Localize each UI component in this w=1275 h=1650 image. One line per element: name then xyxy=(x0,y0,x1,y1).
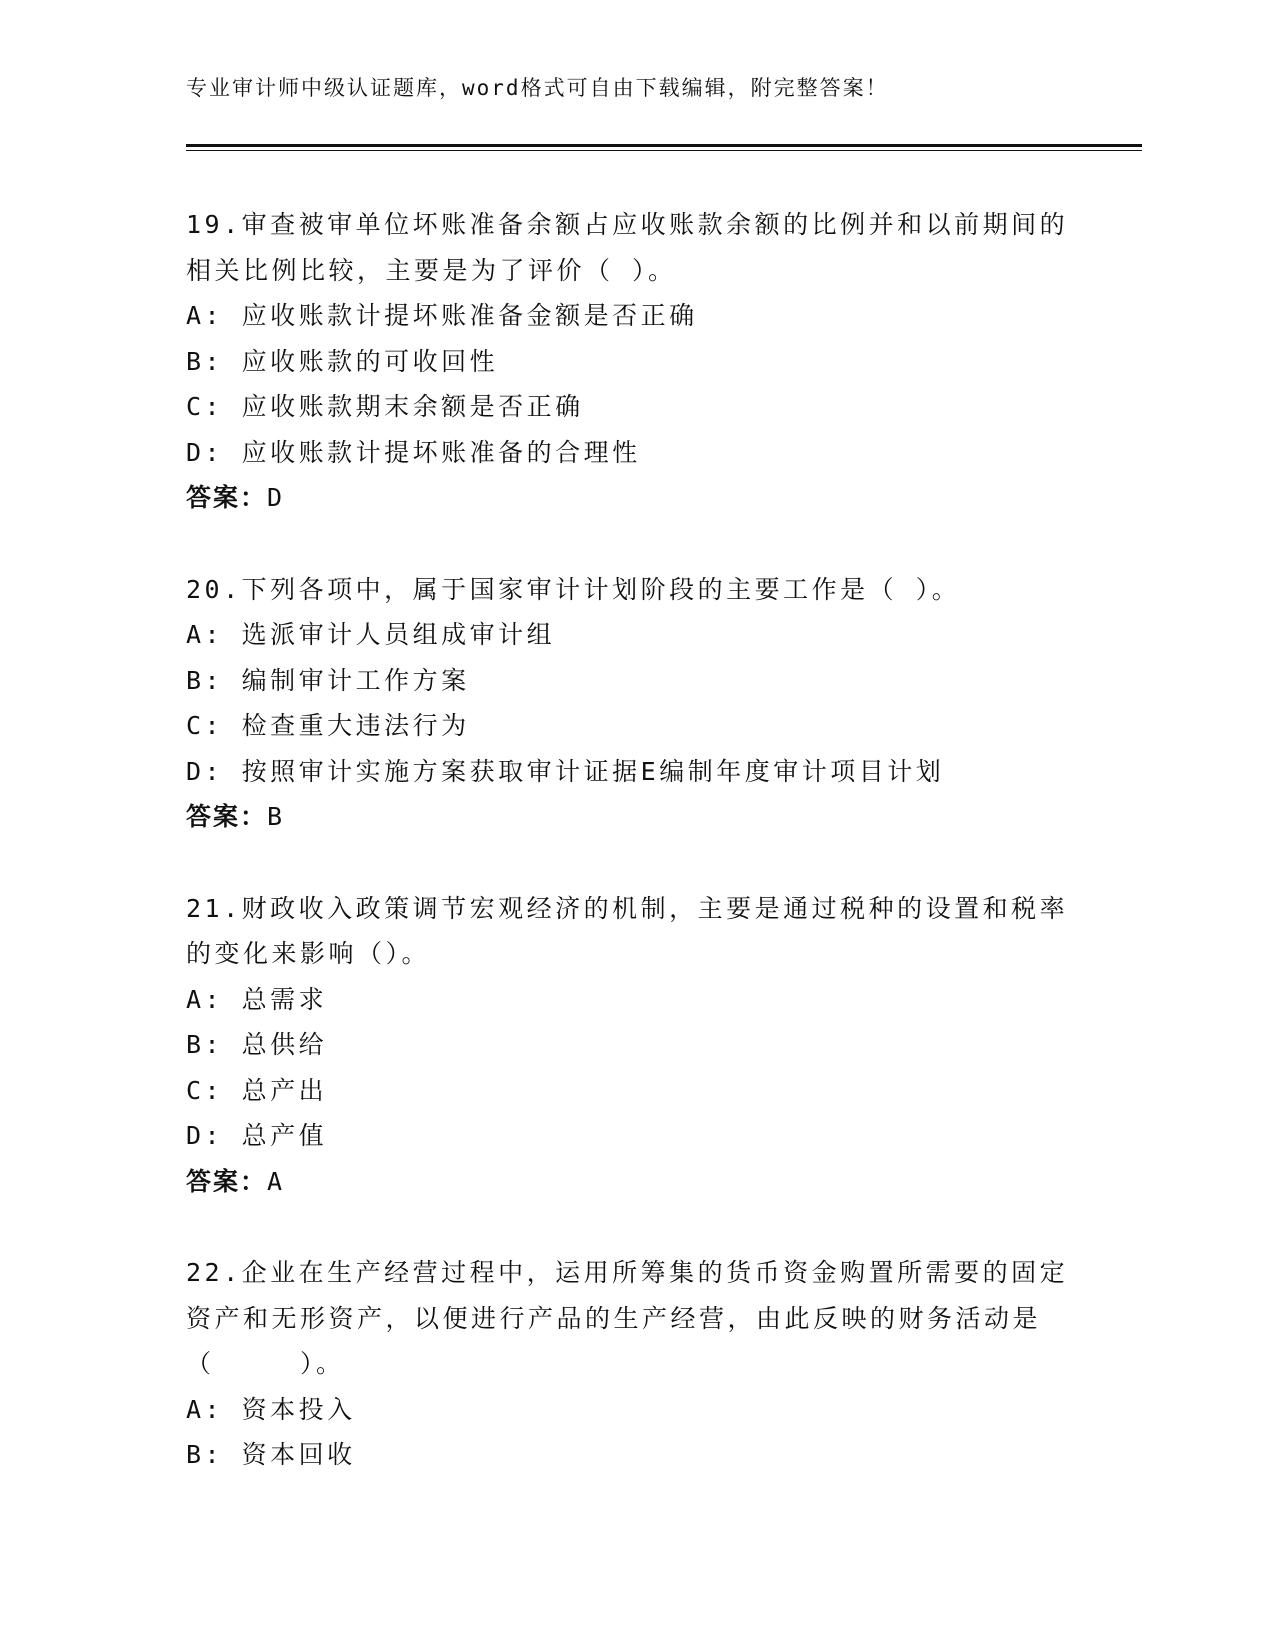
question-text: （ ）。 xyxy=(186,1349,345,1378)
question-21 xyxy=(186,886,1086,1205)
question-text: 资产和无形资产，以便进行产品的生产经营，由此反映的财务活动是 xyxy=(186,1303,1042,1333)
option-d: D: 总产值 xyxy=(186,1121,328,1150)
answer-label: 答案： xyxy=(186,483,268,512)
question-20 xyxy=(186,567,1086,840)
option-c: C: 检查重大违法行为 xyxy=(186,711,470,740)
answer xyxy=(186,475,1086,521)
question-22 xyxy=(186,1250,1086,1478)
option-d: D: 应收账款计提坏账准备的合理性 xyxy=(186,437,641,467)
option-a: A: 资本投入 xyxy=(186,1394,356,1424)
question-19 xyxy=(186,202,1086,521)
answer-label: 答案： xyxy=(186,802,268,831)
header-rule xyxy=(186,144,1142,147)
option-b: B: 编制审计工作方案 xyxy=(186,665,470,695)
option-d: D: 按照审计实施方案获取审计证据E编制年度审计项目计划 xyxy=(186,756,945,786)
question-list xyxy=(186,202,1086,1524)
answer xyxy=(186,1159,1086,1205)
option-c: C: 总产出 xyxy=(186,1075,328,1105)
question-text: 21.财政收入政策调节宏观经济的机制，主要是通过税种的设置和税率 xyxy=(186,893,1069,923)
page-header: 专业审计师中级认证题库，word格式可自由下载编辑，附完整答案！ xyxy=(186,76,889,100)
question-text: 20.下列各项中，属于国家审计计划阶段的主要工作是（ ）。 xyxy=(186,574,961,604)
answer xyxy=(186,794,1086,840)
answer-value: A xyxy=(267,1166,285,1196)
answer-value: B xyxy=(267,802,285,831)
question-text: 19.审查被审单位坏账准备余额占应收账款余额的比例并和以前期间的 xyxy=(186,210,1069,239)
answer-label: 答案： xyxy=(186,1166,268,1196)
answer-value: D xyxy=(267,483,285,512)
option-a: A: 应收账款计提坏账准备金额是否正确 xyxy=(186,301,698,330)
option-b: B: 应收账款的可收回性 xyxy=(186,346,499,376)
option-a: A: 选派审计人员组成审计组 xyxy=(186,620,556,649)
question-text: 22.企业在生产经营过程中，运用所筹集的货币资金购置所需要的固定 xyxy=(186,1258,1069,1287)
question-text: 相关比例比较，主要是为了评价（ ）。 xyxy=(186,255,677,285)
option-b: B: 总供给 xyxy=(186,1030,328,1059)
question-text: 的变化来影响（）。 xyxy=(186,939,431,968)
option-a: A: 总需求 xyxy=(186,984,328,1014)
option-c: C: 应收账款期末余额是否正确 xyxy=(186,392,584,421)
option-b: B: 资本回收 xyxy=(186,1440,356,1469)
